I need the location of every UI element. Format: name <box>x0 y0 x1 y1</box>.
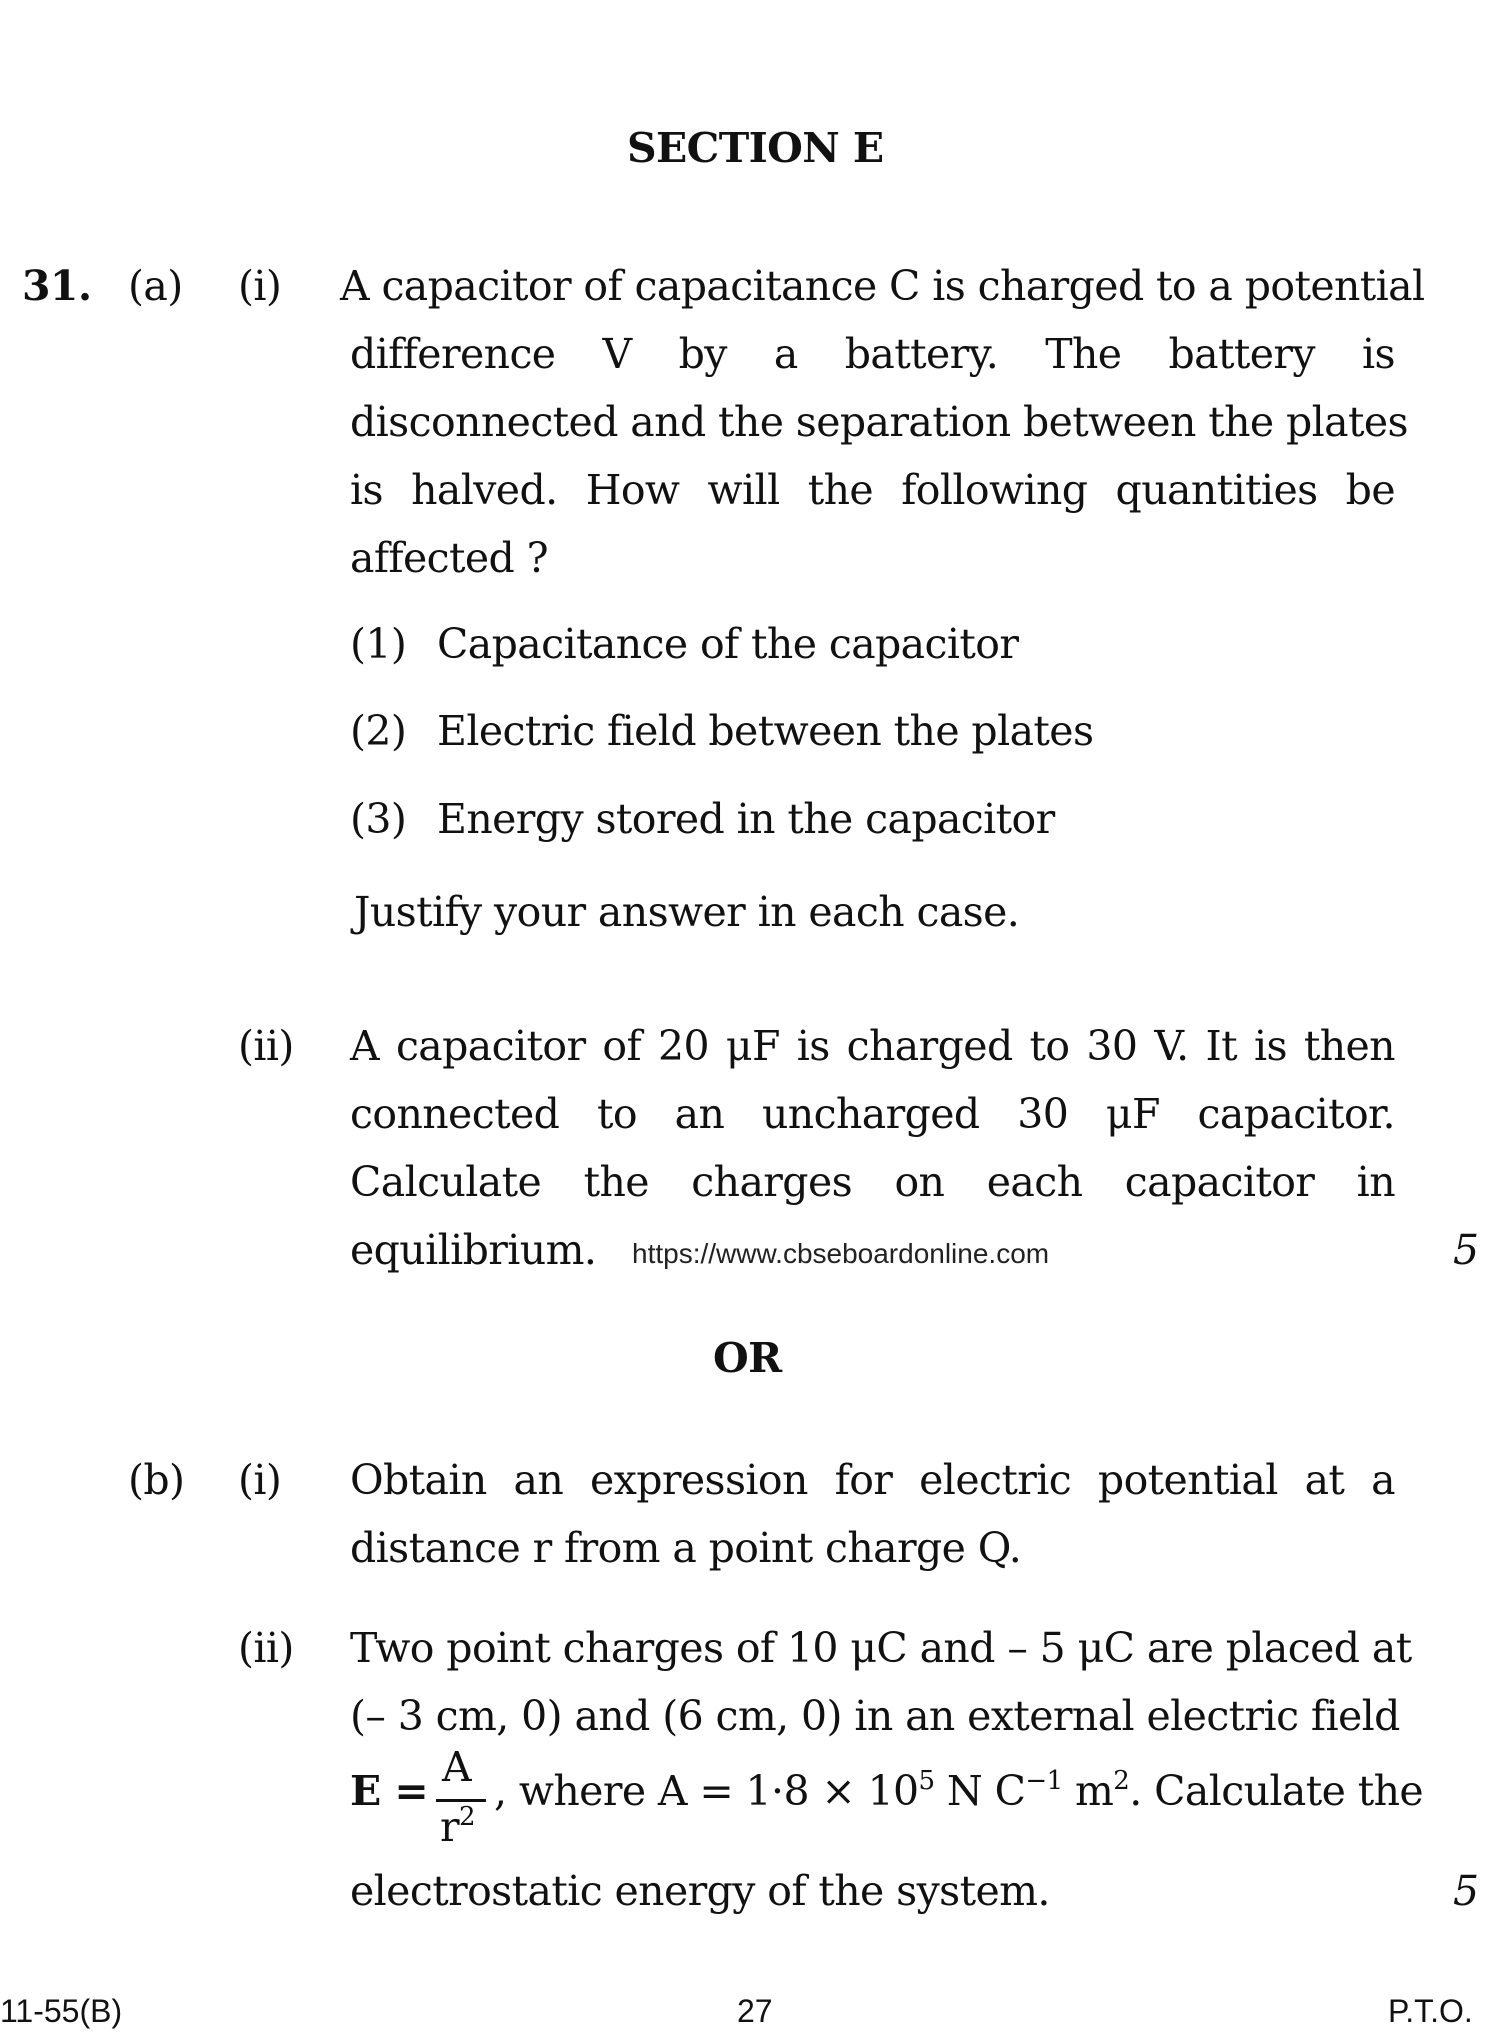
equation-lhs: E = <box>350 1767 429 1815</box>
equation-rhs: , where $A = 1\cdot 8 \times 10^5$ N $C^{-1}$ $m^2$. Calculate the <box>494 1766 1424 1815</box>
footer-pto: P.T.O. <box>1388 1993 1473 2029</box>
b-i-line-1: Obtain an expression for electric potential at a <box>350 1456 1395 1504</box>
a-i-item-3-text: Energy stored in the capacitor <box>437 795 1055 843</box>
part-a-label: (a) <box>128 262 183 310</box>
a-ii-line-2: connected to an uncharged 30 μF capacitor. <box>350 1090 1395 1138</box>
subpart-a-ii-label: (ii) <box>238 1022 294 1070</box>
footer-page-number: 27 <box>737 1993 773 2029</box>
a-i-line-1: A capacitor of capacitance C is charged to a potential <box>340 262 1425 310</box>
a-i-justify-instruction: Justify your answer in each case. <box>354 888 1020 936</box>
a-i-line-3: disconnected and the separation between the plates <box>350 398 1408 446</box>
marks-a: 5 <box>1453 1226 1479 1274</box>
a-i-item-1-number: (1) <box>350 620 407 668</box>
a-i-line-2: difference V by a battery. The battery is <box>350 330 1395 378</box>
b-ii-line-1: Two point charges of 10 μC and – 5 μC are placed at <box>350 1624 1412 1672</box>
footer-paper-code: 11-55(B) <box>0 1993 123 2029</box>
a-ii-line-4: equilibrium. <box>350 1226 597 1274</box>
a-i-item-1-text: Capacitance of the capacitor <box>437 620 1019 668</box>
b-ii-line-2: (– 3 cm, 0) and (6 cm, 0) in an external electric field <box>350 1692 1400 1740</box>
part-b-label: (b) <box>128 1456 185 1504</box>
fraction-numerator: A <box>442 1743 472 1791</box>
a-i-item-3-number: (3) <box>350 795 407 843</box>
section-title: SECTION E <box>627 124 884 172</box>
fraction-denominator: $r^2$ <box>440 1802 475 1851</box>
subpart-b-ii-label: (ii) <box>238 1624 294 1672</box>
a-i-item-2-number: (2) <box>350 707 407 755</box>
a-i-item-2-text: Electric field between the plates <box>437 707 1094 755</box>
a-ii-line-3: Calculate the charges on each capacitor in <box>350 1158 1395 1206</box>
watermark-url: https://www.cbseboardonline.com <box>632 1238 1050 1269</box>
a-i-line-4: is halved. How will the following quantities be <box>350 466 1395 514</box>
a-ii-line-1: A capacitor of 20 μF is charged to 30 V. It is then <box>350 1022 1395 1070</box>
a-i-line-5: affected ? <box>350 534 549 582</box>
subpart-a-i-label: (i) <box>238 262 282 310</box>
field-fraction <box>430 1743 492 1853</box>
question-number: 31. <box>22 262 92 310</box>
b-ii-last-line: electrostatic energy of the system. <box>350 1867 1050 1915</box>
or-separator: OR <box>713 1334 782 1382</box>
b-i-line-2: distance r from a point charge Q. <box>350 1524 1022 1572</box>
marks-b: 5 <box>1453 1867 1479 1915</box>
subpart-b-i-label: (i) <box>238 1456 282 1504</box>
